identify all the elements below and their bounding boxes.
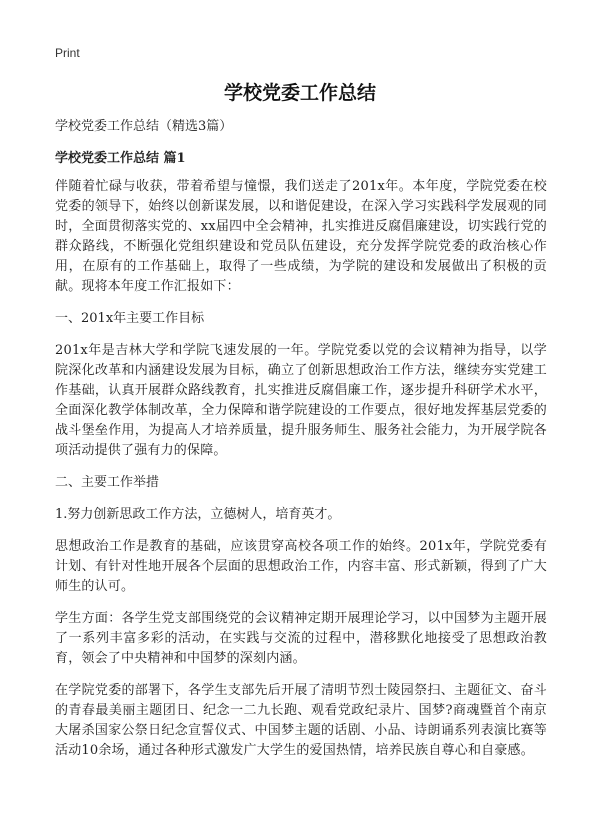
paragraph-heading-goals: 一、201x年主要工作目标 <box>55 311 205 326</box>
section-heading: 学校党委工作总结 篇1 <box>55 151 186 166</box>
paragraph-intro: 伴随着忙碌与收获，带着希望与憧憬，我们送走了201x年。本年度，学院党委在校党委的领导下，始终以创新谋发展，以和谐促建设，在深入学习实践科学发展观的同时，全面贯彻落实党的、xx届四中全会精神，扎实推进反腐倡廉建设，切实践行党的群众路线，不断强化党组织建设和党员队伍建设，充分发挥学院党委的政治核心作用，在原有的工作基础上，取得了一些成绩，为学院的建设和发展做出了积极的贡献。现将本年度工作汇报如下： <box>55 179 547 294</box>
print-link[interactable]: Print <box>55 46 80 60</box>
document-body <box>55 117 547 773</box>
paragraph-goals: 201x年是吉林大学和学院飞速发展的一年。学院党委以党的会议精神为指导，以学院深化改革和内涵建设发展为目标，确立了创新思想政治工作方法，继续夯实党建工作基础，认真开展群众路线教育，扎实推进反腐倡廉工作，逐步提升科研学术水平，全面深化教学体制改革，全力保障和谐学院建设的工作要点，很好地发挥基层党委的战斗堡垒作用，为提高人才培养质量，提升服务师生、服务社会能力，为开展学院各项活动提供了强有力的保障。 <box>55 343 547 458</box>
paragraph-students: 学生方面：各学生党支部围绕党的会议精神定期开展理论学习，以中国梦为主题开展了一系列丰富多彩的活动，在实践与交流的过程中，潜移默化地接受了思想政治教育，领会了中央精神和中国梦的深刻内涵。 <box>55 611 547 666</box>
document-title: 学校党委工作总结 <box>223 82 376 104</box>
document-subtitle: 学校党委工作总结（精选3篇） <box>55 119 233 134</box>
paragraph-activities: 在学院党委的部署下，各学生支部先后开展了清明节烈士陵园祭扫、主题征文、奋斗的青春最美丽主题团日、纪念一二九长跑、观看党政纪录片、国梦?商魂暨首个南京大屠杀国家公祭日纪念宣誓仪式、中国梦主题的话剧、小品、诗朗诵系列表演比赛等活动10余场，通过各种形式激发广大学生的爱国热情，培养民族自尊心和自豪感。 <box>55 683 547 758</box>
paragraph-heading-measures: 二、主要工作举措 <box>55 475 160 490</box>
paragraph-ideology: 思想政治工作是教育的基础，应该贯穿高校各项工作的始终。201x年，学院党委有计划、有针对性地开展各个层面的思想政治工作，内容丰富、形式新颖，得到了广大师生的认可。 <box>55 539 547 594</box>
paragraph-subheading-ideology: 1.努力创新思政工作方法，立德树人，培育英才。 <box>55 507 341 522</box>
